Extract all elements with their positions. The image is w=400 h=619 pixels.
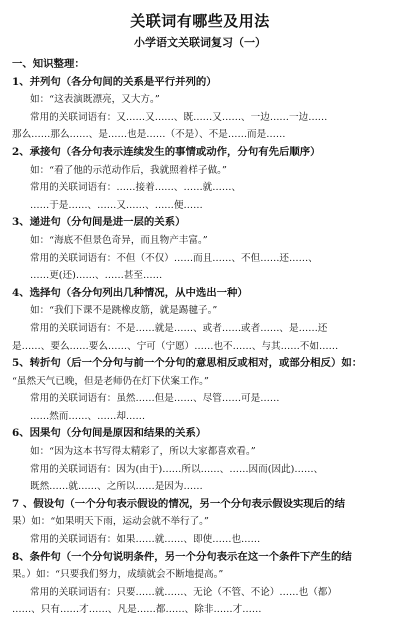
text-line: 常用的关联词语有：不是……就是……、或者……或者……、是……还 [30, 322, 328, 334]
text-line: 常用的关联词语有：虽然……但是……、尽管……可是…… [30, 393, 280, 405]
text-line: “虽然天气已晚，但是老师仍在灯下伏案工作。” [12, 375, 209, 387]
section-item-heading: 8、条件句（一个分句说明条件，另一个分句表示在这一个条件下产生的结 [12, 550, 352, 563]
text-line: 常用的关联词语有：……接着……、……就……、 [30, 182, 242, 194]
text-lines [12, 74, 388, 619]
text-line: 果。）如：“只要我们努力，成绩就会不断地提高。” [12, 569, 224, 581]
section-item-heading: 3、递进句（分句间是进一层的关系） [12, 216, 186, 229]
text-line: 如：“因为这本书写得太精彩了，所以大家都喜欢看。” [30, 446, 256, 458]
section-item-heading: 5、转折句（后一个分句与前一个分句的意思相反或相对，或部分相反）如： [12, 357, 363, 370]
text-line: ……、只有……才……、凡是……都……、除非……才…… [12, 604, 262, 616]
text-line: 如：“我们下课不是跳橡皮筋，就是踢毽子。” [30, 305, 218, 317]
text-line: 如：“海底不但景色奇异，而且物产丰富。” [30, 234, 208, 246]
section-item-heading: 1、并列句（各分句间的关系是平行并列的） [12, 75, 217, 88]
text-line: ……然而……、……却…… [30, 410, 146, 422]
text-line: 如：“看了他的示范动作后，我就照着样子做。” [30, 164, 227, 176]
document-body [0, 50, 400, 619]
document-title: 关联词有哪些及用法 [130, 12, 270, 30]
text-line: 是……、要么……要么……、宁可（宁愿）……也不……、与其……不如…… [12, 340, 339, 352]
text-line: 果）如：“如果明天下雨，运动会就不举行了。” [12, 516, 209, 528]
section-item-heading: 6、因果句（分句间是原因和结果的关系） [12, 427, 207, 440]
section-heading: 一、知识整理： [12, 58, 85, 70]
section-item-heading: 7 、假设句（一个分句表示假设的情况，另一个分句表示假设实现后的结 [12, 497, 345, 510]
text-line: 那么……那么……、是……也是……（不是）、不是……而是…… [12, 129, 286, 141]
section-item-heading: 4、选择句（各分句列出几种情况，从中选出一种） [12, 286, 248, 299]
text-line: 既然……就……、之所以……是因为…… [30, 481, 203, 493]
text-line: ……于是……、……又……、……便…… [30, 199, 203, 211]
document-subtitle: 小学语文关联词复习（一） [134, 36, 266, 49]
text-line: 常用的关联词语有：不但（不仅）……而且……、不但……还……、 [30, 252, 318, 264]
text-line: 常用的关联词语有：只要……就……、无论（不管、不论）……也（都） [30, 586, 337, 598]
text-line: 常用的关联词语有：因为(由于)……所以……、……因而(因此)……、 [30, 463, 324, 475]
text-line: ……更(还)……、……甚至…… [30, 270, 163, 282]
section-item-heading: 2、承接句（各分句表示连续发生的事情或动作，分句有先后顺序） [12, 145, 321, 158]
text-line: 常用的关联词语有：又……又……、既……又……、一边……一边…… [30, 111, 328, 123]
text-line: 如：“这表演既漂亮，又大方。” [30, 94, 160, 106]
text-line: 常用的关联词语有：如果……就……、即使……也…… [30, 534, 261, 546]
